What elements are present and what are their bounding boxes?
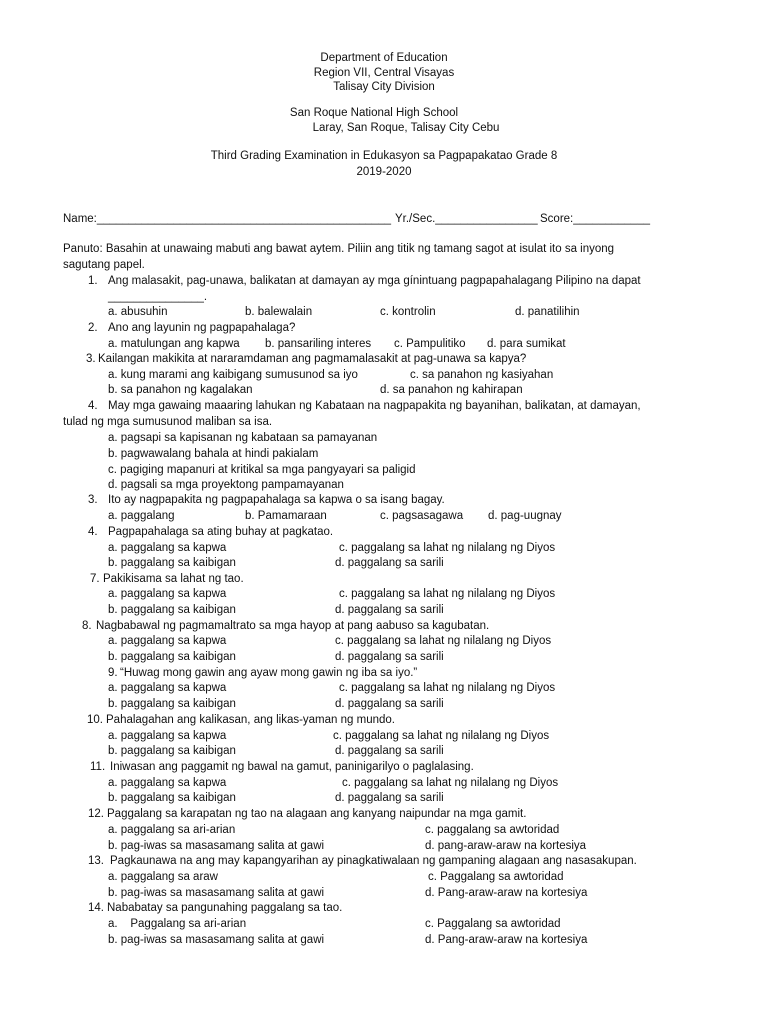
item-question-cont: tulad ng mga sumusunod maliban sa isa.	[63, 416, 273, 428]
item-option: c. paggalang sa lahat ng nilalang ng Diyos	[339, 588, 556, 600]
item-option: b. pag-iwas sa masasamang salita at gawi	[108, 887, 325, 899]
item-question: Iniwasan ang paggamit ng bawal na gamut, paninigarilyo o paglalasing.	[110, 761, 474, 773]
item-option: c. kontrolin	[380, 306, 436, 318]
item-option: d. pag-uugnay	[488, 510, 562, 522]
item-option: c. sa panahon ng kasiyahan	[410, 369, 554, 381]
item-option: b. paggalang sa kaibigan	[108, 745, 236, 757]
item-option: c. paggalang sa lahat ng nilalang ng Diyos	[339, 682, 556, 694]
instructions-line-1: Panuto: Basahin at unawaing mabuti ang bawat aytem. Piliin ang titik ng tamang sagot at isulat ito sa inyong	[63, 243, 615, 255]
item-question: Pagkaunawa na ang may kapangyarihan ay pinagkatiwalaan ng gampaning alagaan ang nasasakupan.	[110, 855, 637, 867]
item-question: Kailangan makikita at nararamdaman ang pagmamalasakit at pag-unawa sa kapya?	[98, 353, 527, 365]
item-question: Ano ang layunin ng pagpapahalaga?	[108, 322, 296, 334]
item-option: d. paggalang sa sarili	[335, 792, 444, 804]
item-number: 2.	[88, 322, 98, 334]
item-option: d. paggalang sa sarili	[335, 651, 444, 663]
item-option: a. paggalang sa kapwa	[108, 588, 227, 600]
item-option: b. paggalang sa kaibigan	[108, 792, 236, 804]
item-option: a. kung marami ang kaibigang sumusunod sa iyo	[108, 369, 358, 381]
item-number: 1.	[88, 275, 98, 287]
item-number: 4.	[88, 526, 98, 538]
item-option: b. pag-iwas sa masasamang salita at gawi	[108, 840, 325, 852]
school-year: 2019-2020	[356, 166, 412, 178]
item-number: 7.	[90, 573, 100, 585]
item-question: Pahalagahan ang kalikasan, ang likas-yaman ng mundo.	[106, 714, 395, 726]
item-question: Nababatay sa pangunahing paggalang sa tao.	[107, 902, 343, 914]
item-question: Pakikisama sa lahat ng tao.	[103, 573, 244, 585]
item-number: 3.	[86, 353, 96, 365]
item-option: b. pansariling interes	[265, 338, 372, 350]
item-option: d. Pang-araw-araw na kortesiya	[425, 887, 588, 899]
item-option: b. balewalain	[245, 306, 313, 318]
item-option: a. paggalang sa kapwa	[108, 730, 227, 742]
item-question: Paggalang sa karapatan ng tao na alagaan ang kanyang naipundar na mga gamit.	[107, 808, 527, 820]
item-option: a. matulungan ang kapwa	[108, 338, 240, 350]
item-option: d. pagsali sa mga proyektong pampamayanan	[108, 479, 344, 491]
item-option: d. pang-araw-araw na kortesiya	[425, 840, 587, 852]
item-question: “Huwag mong gawin ang ayaw mong gawin ng iba sa iyo.”	[120, 667, 418, 679]
item-option: b. paggalang sa kaibigan	[108, 651, 236, 663]
division-name: Talisay City Division	[333, 81, 435, 93]
item-number: 12.	[88, 808, 104, 820]
item-number: 13.	[88, 855, 104, 867]
item-option: c. Paggalang sa awtoridad	[425, 918, 561, 930]
item-question: Ito ay nagpapakita ng pagpapahalaga sa kapwa o sa isang bagay.	[108, 494, 445, 506]
item-question: May mga gawaing maaaring lahukan ng Kabataan na nagpapakita ng bayanihan, balikatan, at damayan,	[108, 400, 641, 412]
item-option: a. pagsapi sa kapisanan ng kabataan sa pamayanan	[108, 432, 378, 444]
item-number: 10.	[87, 714, 103, 726]
item-option: b. sa panahon ng kagalakan	[108, 384, 253, 396]
item-number: 11.	[90, 761, 106, 773]
item-option: c. Paggalang sa awtoridad	[428, 871, 564, 883]
score-field[interactable]: Score:____________	[540, 213, 650, 225]
item-question: Pagpapahalaga sa ating buhay at pagkatao.	[108, 526, 334, 538]
item-option: d. sa panahon ng kahirapan	[380, 384, 523, 396]
item-option: a. paggalang sa araw	[108, 871, 218, 883]
item-number: 3.	[88, 494, 98, 506]
item-option: d. para sumikat	[487, 338, 566, 350]
item-option: b. pagwawalang bahala at hindi pakialam	[108, 448, 319, 460]
item-question-cont: _______________.	[108, 291, 208, 303]
item-option: c. pagsasagawa	[380, 510, 464, 522]
item-option: a. paggalang sa ari-arian	[108, 824, 236, 836]
yr-sec-field[interactable]: Yr./Sec.________________	[395, 213, 538, 225]
item-question: Nagbabawal ng pagmamaltrato sa mga hayop at pang aabuso sa kagubatan.	[96, 620, 490, 632]
item-option: d. paggalang sa sarili	[335, 698, 444, 710]
item-option: c. paggalang sa lahat ng nilalang ng Diyos	[335, 635, 552, 647]
item-option: a. paggalang sa kapwa	[108, 542, 227, 554]
item-option: d. Pang-araw-araw na kortesiya	[425, 934, 588, 946]
item-number: 8.	[82, 620, 92, 632]
item-number: 14.	[88, 902, 104, 914]
instructions-line-2: sagutang papel.	[63, 259, 145, 271]
name-field[interactable]: Name:______________________________________________	[63, 213, 392, 225]
item-option: c. paggalang sa lahat ng nilalang ng Diyos	[339, 542, 556, 554]
item-option: b. Pamamaraan	[245, 510, 327, 522]
exam-title: Third Grading Examination in Edukasyon sa Pagpapakatao Grade 8	[210, 150, 558, 162]
item-option: a. paggalang sa kapwa	[108, 682, 227, 694]
item-option: a. Paggalang sa ari-arian	[108, 918, 247, 930]
department-name: Department of Education	[320, 52, 448, 64]
item-option: c. pagiging mapanuri at kritikal sa mga pangyayari sa paligid	[108, 464, 416, 476]
school-name: San Roque National High School	[289, 107, 459, 119]
item-option: d. paggalang sa sarili	[335, 604, 444, 616]
item-option: c. paggalang sa awtoridad	[425, 824, 560, 836]
item-question: Ang malasakit, pag-unawa, balikatan at damayan ay mga gínintuang pagpapahalagang Pilipino na dapat	[108, 275, 641, 287]
item-option: c. Pampulitiko	[394, 338, 466, 350]
item-number: 9.	[108, 667, 118, 679]
item-option: b. paggalang sa kaibigan	[108, 557, 236, 569]
item-option: c. paggalang sa lahat ng nilalang ng Diyos	[333, 730, 550, 742]
item-option: b. paggalang sa kaibigan	[108, 698, 236, 710]
item-option: d. paggalang sa sarili	[335, 745, 444, 757]
item-option: a. paggalang sa kapwa	[108, 777, 227, 789]
item-number: 4.	[88, 400, 98, 412]
region-name: Region VII, Central Visayas	[313, 67, 455, 79]
school-address: Laray, San Roque, Talisay City Cebu	[312, 122, 500, 134]
item-option: b. pag-iwas sa masasamang salita at gawi	[108, 934, 325, 946]
item-option: d. paggalang sa sarili	[335, 557, 444, 569]
item-option: c. paggalang sa lahat ng nilalang ng Diyos	[342, 777, 559, 789]
item-option: a. paggalang	[108, 510, 175, 522]
item-option: d. panatilihin	[515, 306, 580, 318]
item-option: b. paggalang sa kaibigan	[108, 604, 236, 616]
item-option: a. abusuhin	[108, 306, 168, 318]
item-option: a. paggalang sa kapwa	[108, 635, 227, 647]
